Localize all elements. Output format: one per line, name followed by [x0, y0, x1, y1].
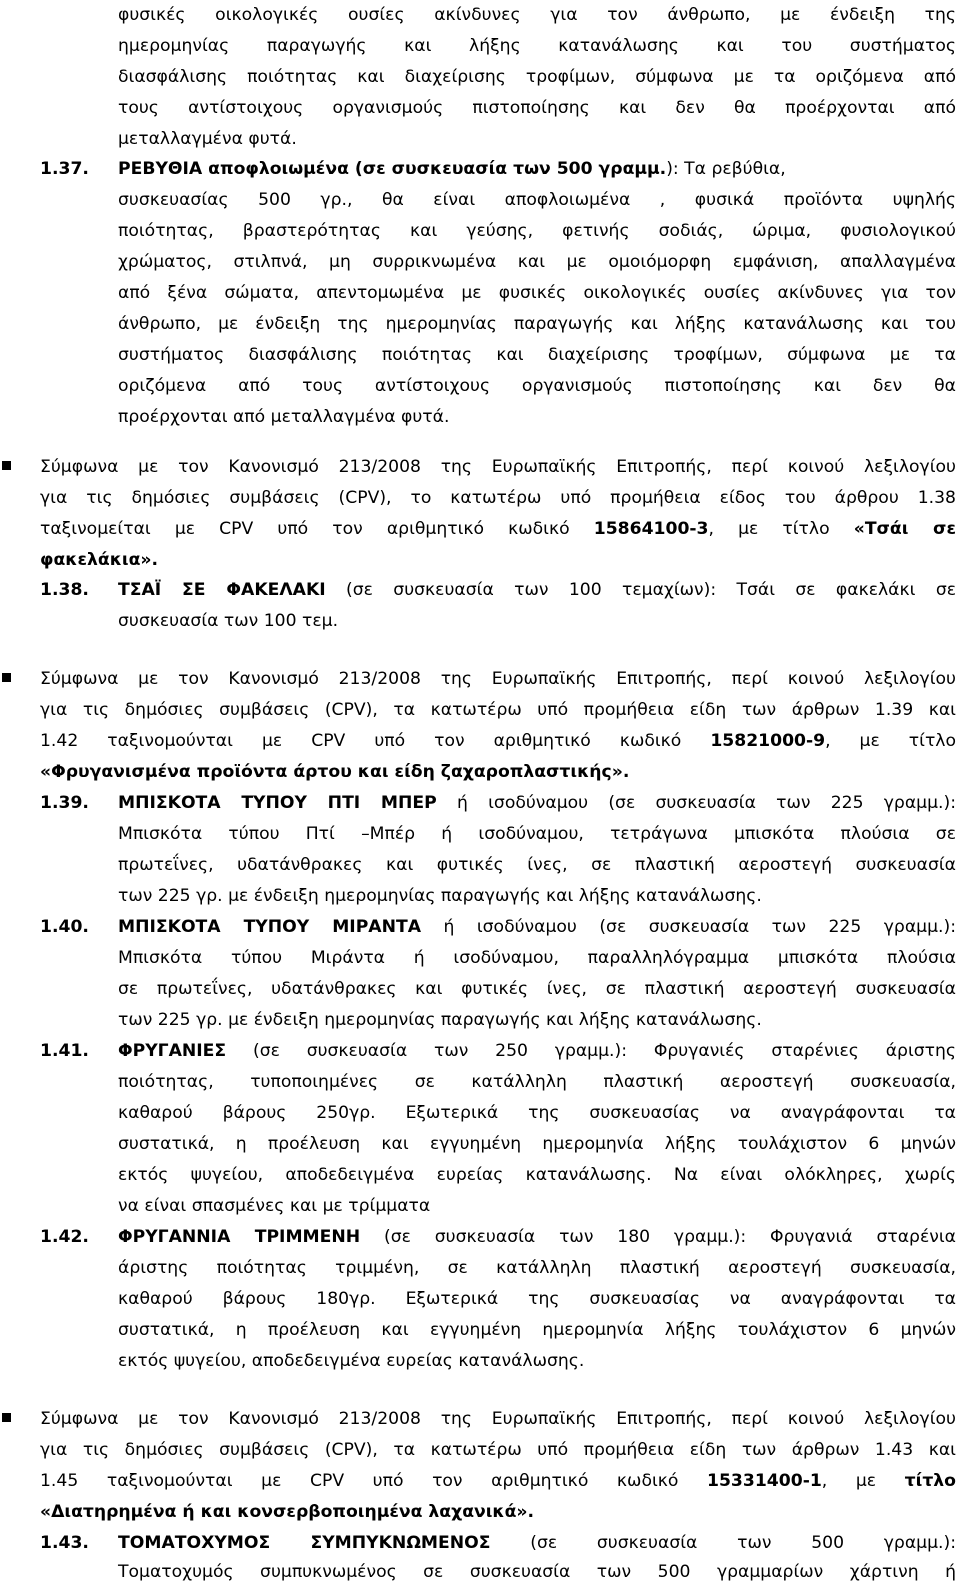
text-line: χρώματος, στιλπνά, μη συρρικνωμένα και με ομοιόμορφη εμφάνιση, απαλλαγμένα [118, 252, 956, 272]
text-line: ποιότητας, βραστερότητας και γεύσης, φετινής σοδιάς, ώριμα, φυσιολογικού [118, 221, 956, 241]
item-number: 1.39. [40, 793, 89, 813]
item-title: ΤΟΜΑΤΟΧΥΜΟΣ ΣΥΜΠΥΚΝΩΜΕΝΟΣ [118, 1533, 491, 1553]
item-heading: ΦΡΥΓΑΝΝΙΑ ΤΡΙΜΜΕΝΗ (σε συσκευασία των 180 γραμμ.): Φρυγανιά σταρένια [118, 1227, 957, 1247]
item-heading: ΤΟΜΑΤΟΧΥΜΟΣ ΣΥΜΠΥΚΝΩΜΕΝΟΣ (σε συσκευασία των 500 γραμμ.): [118, 1533, 956, 1553]
text-line: διασφάλισης ποιότητας και διαχείρισης τροφίμων, σύμφωνα με τα οριζόμενα από [118, 67, 956, 87]
item-title-rest: ): Τα ρεβύθια, [666, 159, 786, 179]
cpv-title: «Τσάι σε [853, 519, 957, 539]
cpv-title-line: φακελάκια». [40, 550, 159, 570]
item-number: 1.38. [40, 580, 89, 600]
text-line: άριστης ποιότητας τριμμένη, σε κατάλληλη πλαστική αεροστεγή συσκευασία, [118, 1258, 956, 1278]
text-line: εκτός ψυγείου, αποδεδειγμένα ευρείας κατανάλωσης. Να είναι ολόκληρες, χωρίς [118, 1165, 956, 1185]
item-title: ΡΕΒΥΘΙΑ αποφλοιωμένα (σε συσκευασία των 500 γραμμ. [118, 159, 667, 179]
cpv-title-line [40, 762, 956, 784]
text-line: εκτός ψυγείου, αποδεδειγμένα ευρείας κατανάλωσης. [118, 1351, 585, 1371]
item-title: ΤΣΑΪ ΣΕ ΦΑΚΕΛΑΚΙ [118, 580, 326, 600]
item-heading [118, 159, 958, 181]
text-line: συστατικά, η προέλευση και εγγυημένη ημερομηνία λήξης τουλάχιστον 6 μηνών [118, 1134, 956, 1154]
item-number: 1.40. [40, 917, 89, 937]
item-title: ΜΠΙΣΚΟΤΑ ΤΥΠΟΥ ΜΙΡΑΝΤΑ [118, 917, 421, 937]
text-line: Σύμφωνα με τον Κανονισμό 213/2008 της Ευρωπαϊκής Επιτροπής, περί κοινού λεξιλογίου [40, 1409, 956, 1429]
text-line: συσκευασία των 100 τεμ. [118, 611, 339, 631]
cpv-title: «Φρυγανισμένα προϊόντα άρτου και είδη ζαχαροπλαστικής». [40, 762, 630, 782]
text-line: ημερομηνίας παραγωγής και λήξης κατανάλωσης και του συστήματος [118, 36, 956, 56]
text-line: οριζόμενα από τους αντίστοιχους οργανισμούς πιστοποίησης και δεν θα [118, 376, 956, 396]
cpv-title-line [40, 1502, 956, 1524]
cpv-code: 15331400-1 [707, 1471, 822, 1491]
text-line: Τοματοχυμός συμπυκνωμένος σε συσκευασία των 500 γραμμαρίων χάρτινη ή [118, 1562, 956, 1582]
text-line: Σύμφωνα με τον Κανονισμό 213/2008 της Ευρωπαϊκής Επιτροπής, περί κοινού λεξιλογίου [40, 669, 956, 689]
item-number: 1.43. [40, 1533, 89, 1553]
item-number: 1.37. [40, 159, 89, 179]
text-line: για τις δημόσιες συμβάσεις (CPV), το κατωτέρω υπό προμήθεια είδος του άρθρου 1.38 [40, 488, 956, 508]
item-title: ΜΠΙΣΚΟΤΑ ΤΥΠΟΥ ΠΤΙ ΜΠΕΡ [118, 793, 437, 813]
text-line: των 225 γρ. με ένδειξη ημερομηνίας παραγωγής και λήξης κατανάλωσης. [118, 1010, 762, 1030]
text-line: συσκευασίας 500 γρ., θα είναι αποφλοιωμένα , φυσικά προϊόντα υψηλής [118, 190, 956, 210]
item-heading: ΦΡΥΓΑΝΙΕΣ (σε συσκευασία των 250 γραμμ.): Φρυγανιές σταρένιες άριστης [118, 1041, 956, 1061]
text-line: συστήματος διασφάλισης ποιότητας και διαχείρισης τροφίμων, σύμφωνα με τα [118, 345, 956, 365]
text-line: συστατικά, η προέλευση και εγγυημένη ημερομηνία λήξης τουλάχιστον 6 μηνών [118, 1320, 956, 1340]
text-line: να είναι σπασμένες και με τρίμματα [118, 1196, 431, 1216]
cpv-code: 15864100-3 [593, 519, 709, 539]
text-line: από ξένα σώματα, απεντομωμένα με φυσικές οικολογικές ουσίες ακίνδυνες για τον [118, 283, 956, 303]
text-line: καθαρού βάρους 250γρ. Εξωτερικά της συσκευασίας να αναγράφονται τα [118, 1103, 956, 1123]
text-line: Μπισκότα τύπου Μιράντα ή ισοδύναμου, παραλληλόγραμμα μπισκότα πλούσια [118, 948, 956, 968]
item-number: 1.42. [40, 1227, 89, 1247]
text-line: φυσικές οικολογικές ουσίες ακίνδυνες για τον άνθρωπο, με ένδειξη της [118, 5, 956, 25]
cpv-line: ταξινομείται με CPV υπό τον αριθμητικό κωδικό 15864100-3, με τίτλο «Τσάι σε [40, 519, 957, 539]
item-heading: ΤΣΑΪ ΣΕ ΦΑΚΕΛΑΚΙ (σε συσκευασία των 100 τεμαχίων): Τσάι σε φακελάκι σε [118, 580, 957, 600]
item-number: 1.41. [40, 1041, 89, 1061]
item-heading: ΜΠΙΣΚΟΤΑ ΤΥΠΟΥ ΜΙΡΑΝΤΑ ή ισοδύναμου (σε συσκευασία των 225 γραμμ.): [118, 917, 956, 937]
text-line: Σύμφωνα με τον Κανονισμό 213/2008 της Ευρωπαϊκής Επιτροπής, περί κοινού λεξιλογίου [40, 457, 956, 477]
text-line: σε πρωτεΐνες, υδατάνθρακες και φυτικές ίνες, σε πλαστική αεροστεγή συσκευασία [118, 979, 956, 999]
text-line: καθαρού βάρους 180γρ. Εξωτερικά της συσκευασίας να αναγράφονται τα [118, 1289, 956, 1309]
text-line: για τις δημόσιες συμβάσεις (CPV), τα κατωτέρω υπό προμήθεια είδη των άρθρων 1.39 και [40, 700, 956, 720]
item-title: ΦΡΥΓΑΝΙΕΣ [118, 1041, 227, 1061]
text-line: προέρχονται από μεταλλαγμένα φυτά. [118, 407, 450, 427]
text-line: μεταλλαγμένα φυτά. [118, 129, 297, 149]
bullet-icon [2, 673, 11, 682]
text-line: άνθρωπο, με ένδειξη της ημερομηνίας παραγωγής και λήξης κατανάλωσης και του [118, 314, 956, 334]
text-line: των 225 γρ. με ένδειξη ημερομηνίας παραγωγής και λήξης κατανάλωσης. [118, 886, 762, 906]
item-heading: ΜΠΙΣΚΟΤΑ ΤΥΠΟΥ ΠΤΙ ΜΠΕΡ ή ισοδύναμου (σε συσκευασία των 225 γραμμ.): [118, 793, 956, 813]
cpv-line: 1.42 ταξινομούνται με CPV υπό τον αριθμητικό κωδικό 15821000-9, με τίτλο [40, 731, 956, 751]
cpv-title: «Διατηρημένα ή και κονσερβοποιημένα λαχανικά». [40, 1502, 535, 1522]
cpv-code: 15821000-9 [710, 731, 826, 751]
cpv-line: 1.45 ταξινομούνται με CPV υπό τον αριθμητικό κωδικό 15331400-1, με τίτλο [40, 1471, 956, 1491]
text-line: Μπισκότα τύπου Πτί –Μπέρ ή ισοδύναμου, τετράγωνα μπισκότα πλούσια σε [118, 824, 956, 844]
bullet-icon [2, 461, 11, 470]
text-line: τους αντίστοιχους οργανισμούς πιστοποίησης και δεν θα προέρχονται από [118, 98, 956, 118]
bullet-icon [2, 1413, 11, 1422]
text-line: πρωτεΐνες, υδατάνθρακες και φυτικές ίνες, σε πλαστική αεροστεγή συσκευασία [118, 855, 956, 875]
text-line: για τις δημόσιες συμβάσεις (CPV), τα κατωτέρω υπό προμήθεια είδη των άρθρων 1.43 και [40, 1440, 956, 1460]
text-line: ποιότητας, τυποποιημένες σε κατάλληλη πλαστική αεροστεγή συσκευασία, [118, 1072, 956, 1092]
item-title: ΦΡΥΓΑΝΝΙΑ ΤΡΙΜΜΕΝΗ [118, 1227, 361, 1247]
